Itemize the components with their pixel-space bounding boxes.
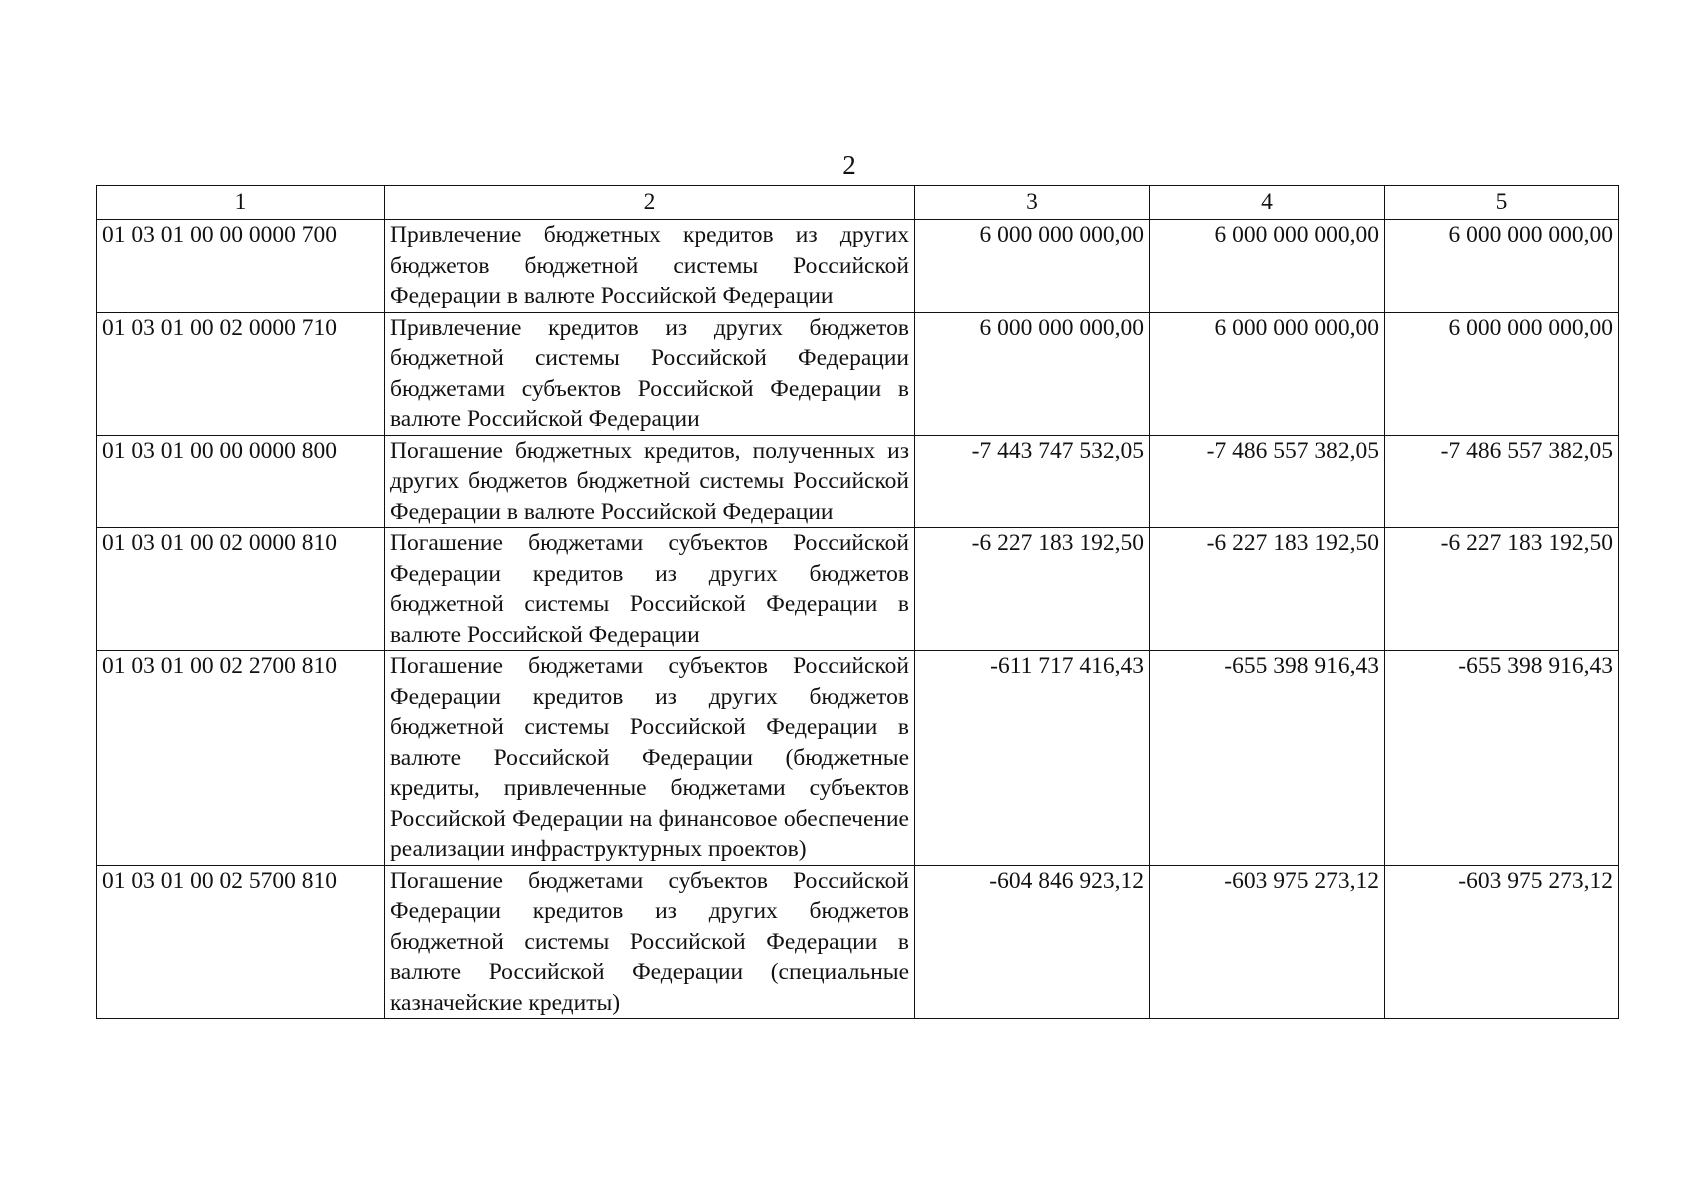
column-header-4: 4 [1150, 186, 1385, 220]
table-row [97, 651, 1619, 866]
row-amount-col3: -604 846 923,12 [915, 865, 1150, 1019]
row-amount-col3: 6 000 000 000,00 [915, 220, 1150, 313]
row-amount-col3: -6 227 183 192,50 [915, 528, 1150, 651]
table-row [97, 312, 1619, 435]
row-description: Погашение бюджетами субъектов Российской Федерации кредитов из других бюджетов бюджетной системы Российской Федерации в валюте Российской Федерации (специальные казначейские кредиты) [385, 865, 915, 1019]
row-amount-col5: -603 975 273,12 [1385, 865, 1619, 1019]
page-number: 2 [842, 150, 856, 180]
table-row [97, 220, 1619, 313]
column-header-1: 1 [97, 186, 385, 220]
row-amount-col5: 6 000 000 000,00 [1385, 220, 1619, 313]
row-code: 01 03 01 00 00 0000 800 [97, 435, 385, 528]
row-description: Погашение бюджетами субъектов Российской Федерации кредитов из других бюджетов бюджетной системы Российской Федерации в валюте Российской Федерации [385, 528, 915, 651]
row-amount-col5: -6 227 183 192,50 [1385, 528, 1619, 651]
row-amount-col4: -655 398 916,43 [1150, 651, 1385, 866]
row-description: Погашение бюджетных кредитов, полученных из других бюджетов бюджетной системы Российской Федерации в валюте Российской Федерации [385, 435, 915, 528]
row-code: 01 03 01 00 02 2700 810 [97, 651, 385, 866]
table-row [97, 528, 1619, 651]
row-amount-col5: -655 398 916,43 [1385, 651, 1619, 866]
table-row [97, 435, 1619, 528]
row-amount-col4: -603 975 273,12 [1150, 865, 1385, 1019]
column-header-5: 5 [1385, 186, 1619, 220]
table-row [97, 865, 1619, 1019]
row-amount-col3: -7 443 747 532,05 [915, 435, 1150, 528]
header-row [97, 186, 1619, 220]
row-amount-col4: 6 000 000 000,00 [1150, 220, 1385, 313]
row-code: 01 03 01 00 02 0000 710 [97, 312, 385, 435]
column-header-3: 3 [915, 186, 1150, 220]
row-code: 01 03 01 00 02 5700 810 [97, 865, 385, 1019]
row-amount-col4: -7 486 557 382,05 [1150, 435, 1385, 528]
budget-sources-table [96, 185, 1619, 1019]
row-code: 01 03 01 00 02 0000 810 [97, 528, 385, 651]
row-amount-col4: -6 227 183 192,50 [1150, 528, 1385, 651]
row-description: Привлечение бюджетных кредитов из других бюджетов бюджетной системы Российской Федерации в валюте Российской Федерации [385, 220, 915, 313]
row-amount-col5: 6 000 000 000,00 [1385, 312, 1619, 435]
row-amount-col4: 6 000 000 000,00 [1150, 312, 1385, 435]
row-description: Погашение бюджетами субъектов Российской Федерации кредитов из других бюджетов бюджетной системы Российской Федерации в валюте Российской Федерации (бюджетные кредиты, привлеченные бюджетами субъектов Российской Федерации на финансовое обеспечение реализации инфраструктурных проектов) [385, 651, 915, 866]
row-amount-col3: 6 000 000 000,00 [915, 312, 1150, 435]
row-amount-col5: -7 486 557 382,05 [1385, 435, 1619, 528]
row-description: Привлечение кредитов из других бюджетов бюджетной системы Российской Федерации бюджетами субъектов Российской Федерации в валюте Российской Федерации [385, 312, 915, 435]
row-amount-col3: -611 717 416,43 [915, 651, 1150, 866]
row-code: 01 03 01 00 00 0000 700 [97, 220, 385, 313]
column-header-2: 2 [385, 186, 915, 220]
